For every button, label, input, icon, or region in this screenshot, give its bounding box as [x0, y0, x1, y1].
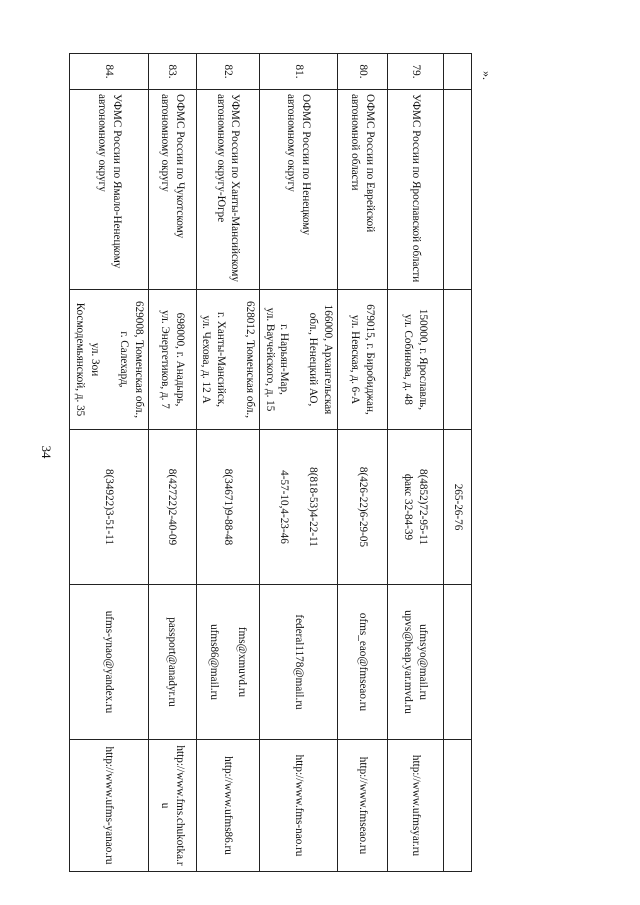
office-address-line: Космодемьянской, д. 35 [74, 302, 87, 417]
office-website: http://www.ufmsyar.ru [388, 740, 444, 872]
office-address [259, 290, 337, 430]
row-number: 79. [388, 54, 444, 90]
office-website: http://www.fmseao.ru [338, 740, 388, 872]
office-address-line: г. Ханты-Мансийск, [215, 311, 228, 408]
office-name: УФМС России по Ханты-Мансийскому автономному округу-Югре [196, 90, 259, 290]
office-address-line: ул. Ваучейского, д. 15 [263, 307, 276, 412]
office-address-line: ул. Энергетиков, д. 7 [159, 310, 172, 409]
office-email [338, 585, 388, 740]
office-address-line: г. Нарьян-Мар, [278, 324, 291, 395]
table-row [148, 54, 196, 872]
office-address-line: 698000, г. Анадырь, [173, 312, 186, 407]
office-phone [338, 430, 388, 585]
office-address-line: ул. Чехова, д. 12 А [200, 315, 213, 404]
table-row [338, 54, 388, 872]
table-row [196, 54, 259, 872]
table-row [388, 54, 444, 872]
cell-name [444, 90, 472, 290]
table-row [259, 54, 337, 872]
office-address-line: ул. Невская, д. 6-А [349, 314, 362, 405]
office-email-line: ufms-ynao@yandex.ru [103, 610, 116, 714]
office-email-line: upvs@heap.yar.mvd.ru [402, 610, 415, 714]
office-email [259, 585, 337, 740]
cell-address [444, 290, 472, 430]
office-name: ОФМС России по Еврейской автономной области [338, 90, 388, 290]
office-address [148, 290, 196, 430]
cell-num [444, 54, 472, 90]
office-email-line: fms@xmuvd.ru [236, 626, 249, 698]
fms-offices-table [69, 53, 472, 872]
office-address [338, 290, 388, 430]
table-container [74, 53, 472, 871]
office-address-line: 150000, г. Ярославль, [417, 308, 430, 411]
office-phone [259, 430, 337, 585]
office-address [196, 290, 259, 430]
office-address [70, 290, 148, 430]
office-email-line: ofms_eao@fmseao.ru [356, 612, 369, 712]
office-phone [196, 430, 259, 585]
office-phone-line: 8(818-53)4-22-11 [307, 467, 320, 547]
office-email [388, 585, 444, 740]
page-number: 34 [39, 445, 54, 459]
office-phone-line: 4-57-10,4-23-46 [278, 470, 291, 544]
row-number: 83. [148, 54, 196, 90]
office-website: http://www.fms-nao.ru [259, 740, 337, 872]
office-name: ОФМС России по Ненецкому автономному округу [259, 90, 337, 290]
cell-phone: 265-26-76 [444, 430, 472, 585]
office-name: УФМС России по Ямало-Ненецкому автономному округу [70, 90, 148, 290]
cell-site [444, 740, 472, 872]
office-phone [388, 430, 444, 585]
office-phone-line: 8(34671)9-88-48 [222, 468, 235, 546]
office-address-line: ул. Собинова, д. 48 [402, 314, 415, 405]
office-email [196, 585, 259, 740]
office-phone-line: 8(34922)3-51-11 [103, 468, 116, 546]
office-phone-line: 8(42722)2-40-09 [166, 468, 179, 546]
office-phone-line: 8(426-22)6-29-05 [356, 466, 369, 548]
office-phone-line: 8(4852)72-95-11 [417, 468, 430, 546]
row-number: 81. [259, 54, 337, 90]
office-address-line: ул. Зои [88, 342, 101, 377]
row-number: 80. [338, 54, 388, 90]
office-email-line: federal1178@mail.ru [292, 614, 305, 710]
cell-email [444, 585, 472, 740]
office-email-line: ufmsyo@mail.ru [417, 624, 430, 700]
office-website: http://www.ufms86.ru [196, 740, 259, 872]
office-phone [148, 430, 196, 585]
office-website: http://www.fms.chukotka.ru [148, 740, 196, 872]
office-address-line: 628012, Тюменская обл., [243, 301, 256, 418]
office-website: http://www.ufms-yanao.ru [70, 740, 148, 872]
office-address-line: г. Салехард, [117, 331, 130, 388]
office-name: УФМС России по Ярославской области [388, 90, 444, 290]
table-row [70, 54, 148, 872]
office-email [70, 585, 148, 740]
row-number: 82. [196, 54, 259, 90]
row-number: 84. [70, 54, 148, 90]
office-email-line: passport@anadyr.ru [166, 617, 179, 707]
office-name: ОФМС России по Чукотскому автономному округу [148, 90, 196, 290]
office-email-line: ufms86@mail.ru [207, 624, 220, 700]
office-phone [70, 430, 148, 585]
office-address-line: 629008, Тюменская обл., [132, 301, 145, 418]
office-address-line: 679015, г. Биробиджан, [364, 304, 377, 415]
table-row-continuation [444, 54, 472, 872]
office-phone-line: факс 32-84-39 [402, 473, 415, 541]
office-address-line: 166000, Архангельская обл., Ненецкий АО, [307, 304, 334, 415]
office-address [388, 290, 444, 430]
office-email [148, 585, 196, 740]
closing-quote: ». [480, 71, 494, 80]
